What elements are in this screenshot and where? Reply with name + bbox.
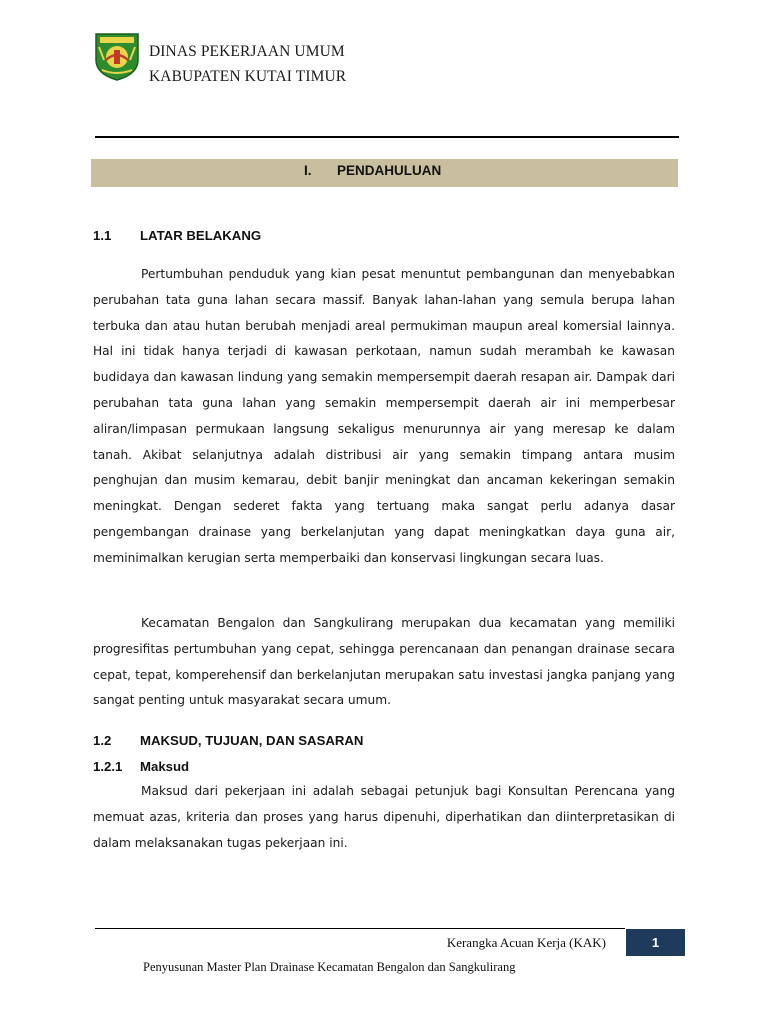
section-number: 1.2.1 [93, 759, 123, 774]
chapter-title: PENDAHULUAN [337, 163, 442, 178]
header-divider [95, 136, 679, 138]
org-name-line2: KABUPATEN KUTAI TIMUR [149, 68, 347, 85]
paragraph-latar-belakang-2: Kecamatan Bengalon dan Sangkulirang merupakan dua kecamatan yang memiliki progresifitas pertumbuhan yang cepat, sehingga perencanaan dan penangan drainase secara cepat, tepat, komperehensif dan berkelanjutan merupakan satu investasi jangka panjang yang sangat penting untuk masyarakat secara umum. [93, 616, 675, 708]
section-title: Maksud [140, 759, 190, 774]
org-name-line1: DINAS PEKERJAAN UMUM [149, 43, 345, 60]
paragraph-maksud: Maksud dari pekerjaan ini adalah sebagai petunjuk bagi Konsultan Perencana yang memuat azas, kriteria dan proses yang harus dipenuhi, diperhatikan dan diinterpretasikan di dalam melaksanakan tugas pekerjaan ini. [93, 784, 675, 850]
kutai-timur-emblem-icon [92, 30, 142, 82]
section-title: LATAR BELAKANG [140, 228, 262, 243]
paragraph-latar-belakang-1: Pertumbuhan penduduk yang kian pesat menuntut pembangunan dan menyebabkan perubahan tata guna lahan secara massif. Banyak lahan-lahan yang semula berupa lahan terbuka dan atau hutan berubah menjadi areal permukiman maupun areal komersial lainnya. Hal ini tidak hanya terjadi di kawasan perkotaan, namun sudah merambah ke kawasan budidaya dan kawasan lindung yang semakin mempersempit daerah resapan air. Dampak dari perubahan tata guna lahan yang semakin mempersempit daerah air ini memperbesar aliran/limpasan permukaan langsung sekaligus menurunnya air yang meresap ke dalam tanah. Akibat selanjutnya adalah distribusi air yang semakin timpang antara musim penghujan dan musim kemarau, debit banjir meningkat dan ancaman kekeringan semakin meningkat. Dengan sederet fakta yang tertuang maka sangat perlu adanya dasar pengembangan drainase yang berkelanjutan yang dapat meningkatkan daya guna air, meminimalkan kerugian serta memperbaiki dan konservasi lingkungan secara luas. [93, 267, 675, 565]
document-type-label: Kerangka Acuan Kerja (KAK) [446, 935, 606, 950]
section-title: MAKSUD, TUJUAN, DAN SASARAN [140, 733, 364, 748]
section-number: 1.1 [93, 228, 112, 243]
chapter-heading-bar [91, 159, 678, 187]
footer-divider [95, 928, 625, 929]
project-title: Penyusunan Master Plan Drainase Kecamatan Bengalon dan Sangkulirang [143, 960, 516, 974]
section-number: 1.2 [93, 733, 112, 748]
page-number-badge: 1 [626, 929, 685, 956]
chapter-number: I. [304, 163, 312, 178]
